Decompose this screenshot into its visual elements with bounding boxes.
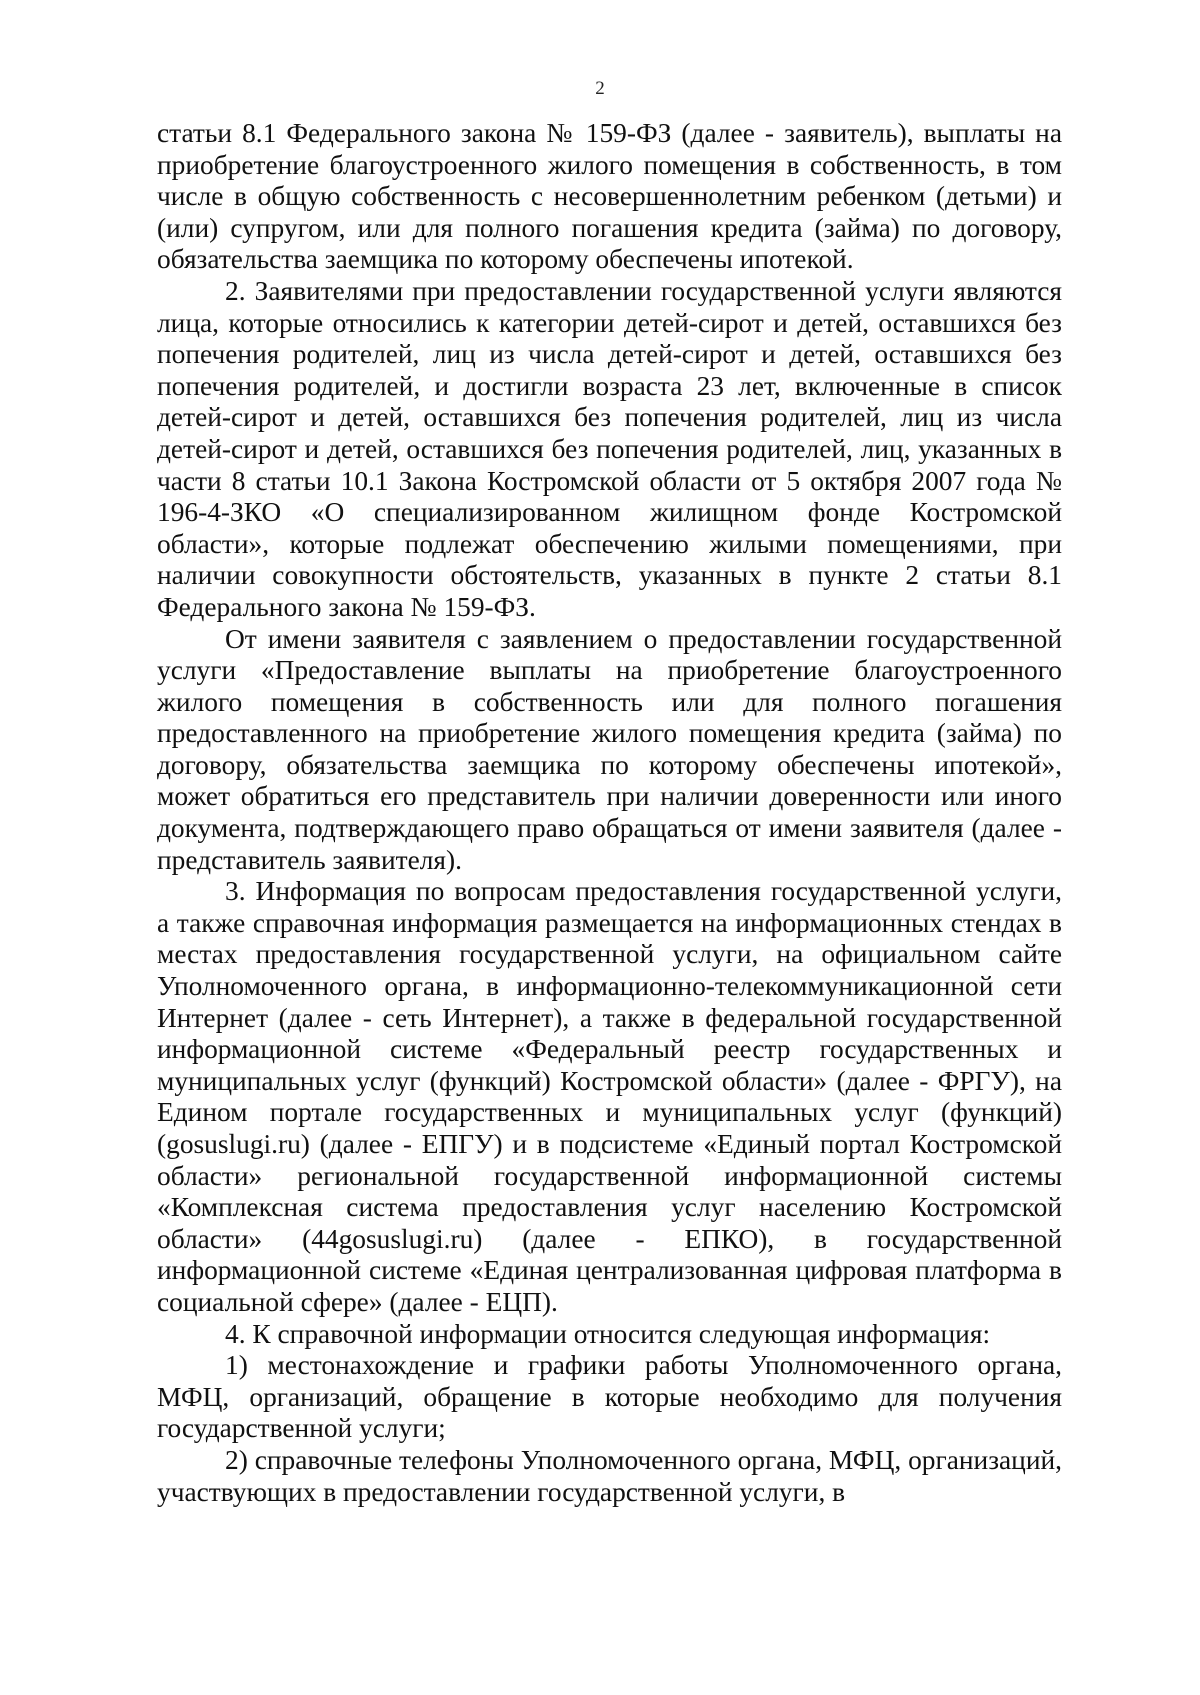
document-body	[157, 118, 1062, 1508]
paragraph-item-2: 2. Заявителями при предоставлении государственной услуги являются лица, которые относились к категории детей-сирот и детей, оставшихся без попечения родителей, лиц из числа детей-сирот и детей, оставшихся без попечения родителей, и достигли возраста 23 лет, включенные в список детей-сирот и детей, оставшихся без попечения родителей, лиц из числа детей-сирот и детей, оставшихся без попечения родителей, лиц, указанных в части 8 статьи 10.1 Закона Костромской области от 5 октября 2007 года № 196-4-ЗКО «О специализированном жилищном фонде Костромской области», которые подлежат обеспечению жилыми помещениями, при наличии совокупности обстоятельств, указанных в пункте 2 статьи 8.1 Федерального закона № 159-ФЗ.	[157, 275, 1062, 622]
paragraph-item-4: 4. К справочной информации относится следующая информация:	[225, 1318, 991, 1349]
paragraph-subitem-1: 1) местонахождение и графики работы Уполномоченного органа, МФЦ, организаций, обращение в которые необходимо для получения государственной услуги;	[157, 1350, 1062, 1444]
paragraph-item-3: 3. Информация по вопросам предоставления государственной услуги, а также справочная информация размещается на информационных стендах в местах предоставления государственной услуги, на официальном сайте Уполномоченного органа, в информационно-телекоммуникационной сети Интернет (далее - сеть Интернет), а также в федеральной государственной информационной системе «Федеральный реестр государственных и муниципальных услуг (функций) Костромской области» (далее - ФРГУ), на Едином портале государственных и муниципальных услуг (функций) (gosuslugi.ru) (далее - ЕПГУ) и в подсистеме «Единый портал Костромской области» региональной государственной информационной системы «Комплексная система предоставления услуг населению Костромской области» (44gosuslugi.ru) (далее - ЕПКО), в государственной информационной системе «Единая централизованная цифровая платформа в социальной сфере» (далее - ЕЦП).	[157, 876, 1062, 1317]
paragraph-representative: От имени заявителя с заявлением о предоставлении государственной услуги «Предоставление выплаты на приобретение благоустроенного жилого помещения в собственность или для полного погашения предоставленного на приобретение жилого помещения кредита (займа) по договору, обязательства заемщика по которому обеспечены ипотекой», может обратиться его представитель при наличии доверенности или иного документа, подтверждающего право обращаться от имени заявителя (далее - представитель заявителя).	[157, 623, 1062, 875]
page-number: 2	[595, 78, 605, 99]
paragraph-subitem-2: 2) справочные телефоны Уполномоченного органа, МФЦ, организаций, участвующих в предоставлении государственной услуги, в	[157, 1444, 1062, 1507]
paragraph-continuation: статьи 8.1 Федерального закона № 159-ФЗ (далее - заявитель), выплаты на приобретение благоустроенного жилого помещения в собственность, в том числе в общую собственность с несовершеннолетним ребенком (детьми) и (или) супругом, или для полного погашения кредита (займа) по договору, обязательства заемщика по которому обеспечены ипотекой.	[157, 118, 1062, 275]
